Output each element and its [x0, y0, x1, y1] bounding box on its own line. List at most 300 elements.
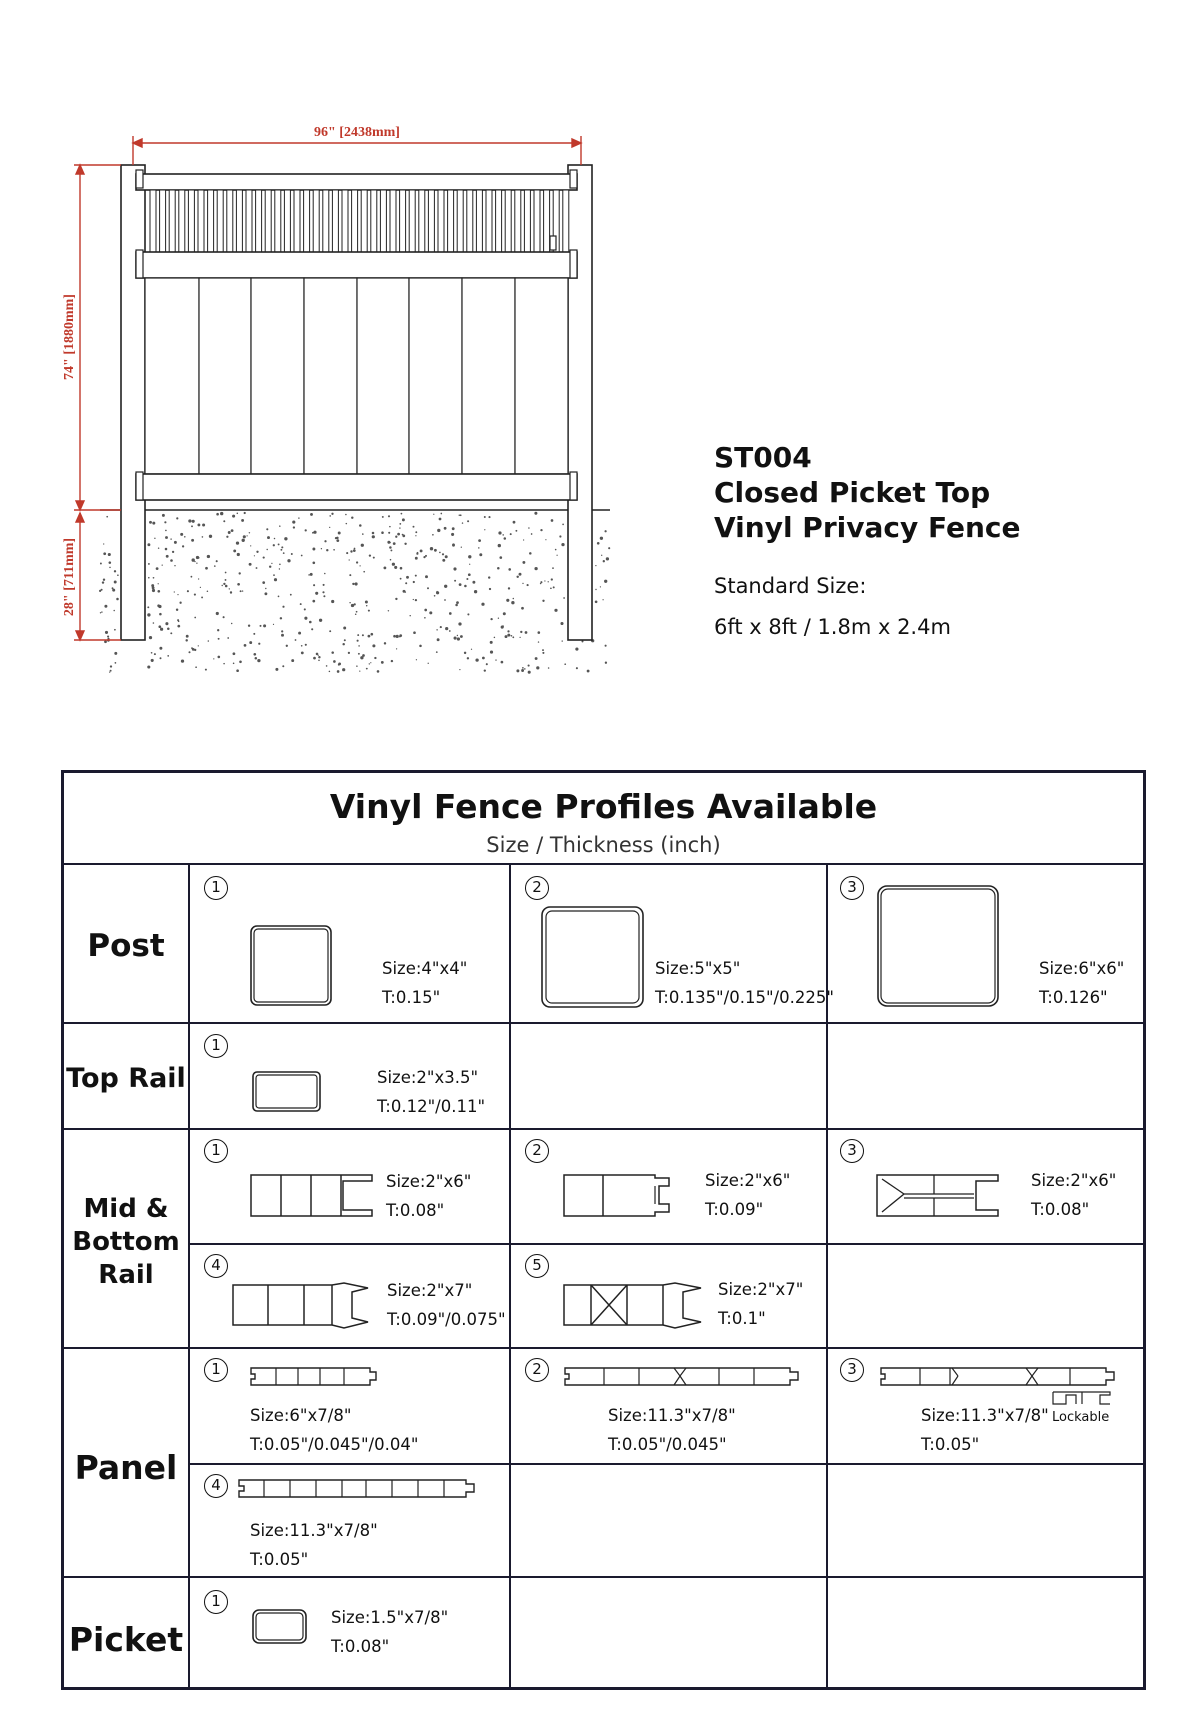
gravel-dot: [304, 608, 306, 610]
gravel-dot: [109, 561, 112, 564]
panel-board: [515, 278, 568, 474]
gravel-dot: [159, 647, 162, 650]
gravel-dot: [466, 578, 468, 580]
gravel-dot: [403, 590, 406, 593]
gravel-dot: [460, 514, 462, 516]
gravel-dot: [223, 616, 225, 618]
gravel-dot: [191, 539, 194, 542]
gravel-dot: [562, 524, 564, 526]
gravel-dot: [595, 565, 596, 566]
gravel-dot: [223, 663, 225, 665]
gravel-dot: [290, 594, 292, 596]
gravel-dot: [600, 586, 601, 587]
gravel-dot: [507, 634, 510, 637]
gravel-dot: [393, 542, 396, 545]
gravel-dot: [331, 513, 333, 515]
gravel-dot: [263, 557, 265, 559]
gravel-dot: [359, 565, 360, 566]
gravel-dot: [281, 630, 283, 632]
gravel-dot: [256, 551, 258, 553]
gravel-dot: [233, 663, 235, 665]
gravel-dot: [200, 587, 201, 588]
gravel-dot: [400, 578, 402, 580]
gravel-dot: [415, 599, 417, 601]
gravel-dot: [295, 639, 297, 641]
gravel-dot: [355, 582, 358, 585]
panel-board: [304, 278, 357, 474]
gravel-dot: [187, 590, 189, 592]
gravel-dot: [405, 582, 407, 584]
gravel-dot: [368, 610, 370, 612]
gravel-dot: [148, 563, 150, 565]
gravel-dot: [472, 581, 475, 584]
gravel-dot: [501, 626, 504, 629]
gravel-dot: [542, 600, 544, 602]
gravel-dot: [228, 531, 231, 534]
gravel-dot: [439, 552, 441, 554]
gravel-dot: [515, 530, 517, 532]
gravel-dot: [202, 536, 204, 538]
gravel-dot: [534, 512, 537, 515]
spec-thickness: T:0.1": [718, 1309, 766, 1328]
grid-divider: [188, 1243, 1143, 1245]
gravel-dot: [467, 657, 469, 659]
gravel-dot: [185, 639, 187, 641]
gravel-dot: [388, 610, 389, 611]
gravel-dot: [246, 535, 247, 536]
gravel-dot: [415, 557, 418, 560]
gravel-dot: [522, 667, 524, 669]
gravel-dot: [528, 527, 530, 529]
picket: [486, 190, 492, 252]
gravel-dot: [258, 643, 260, 645]
gravel-dot: [564, 663, 566, 665]
mid-rail: [136, 252, 577, 278]
gravel-dot: [115, 662, 117, 664]
gravel-dot: [445, 555, 448, 558]
gravel-dot: [356, 665, 358, 667]
picket: [256, 190, 262, 252]
gravel-dot: [214, 565, 216, 567]
gravel-dot: [444, 599, 446, 601]
grid-divider: [64, 1128, 1143, 1130]
gravel-dot: [381, 661, 384, 664]
gravel-dot: [109, 671, 110, 672]
gravel-dot: [176, 517, 178, 519]
gravel-dot: [468, 573, 471, 576]
spec-thickness: T:0.05"/0.045"/0.04": [250, 1435, 419, 1454]
gravel-dot: [147, 665, 150, 668]
spec-size: Size:2"x3.5": [377, 1068, 479, 1087]
gravel-dot: [497, 567, 500, 570]
spec-thickness: T:0.126": [1039, 988, 1108, 1007]
gravel-dot: [217, 656, 220, 659]
gravel-dot: [226, 536, 228, 538]
gravel-dot: [404, 543, 406, 545]
picket: [160, 190, 166, 252]
gravel-dot: [160, 657, 162, 659]
gravel-dot: [202, 523, 205, 526]
gravel-dot: [283, 552, 285, 554]
gravel-dot: [176, 609, 178, 611]
panel-profile-3-icon: [880, 1366, 1120, 1388]
gravel-dot: [519, 573, 522, 576]
gravel-dot: [548, 581, 549, 582]
gravel-dot: [304, 617, 307, 620]
gravel-dot: [345, 514, 347, 516]
gravel-dot: [310, 513, 313, 516]
spec-text: [331, 1603, 448, 1661]
gravel-dot: [484, 669, 486, 671]
gravel-dot: [462, 522, 463, 523]
gravel-dot: [575, 648, 578, 651]
grid-divider: [188, 1463, 1143, 1465]
gravel-dot: [452, 527, 455, 530]
gravel-dot: [292, 521, 295, 524]
gravel-dot: [313, 584, 315, 586]
gravel-dot: [459, 583, 462, 586]
gravel-dot: [523, 539, 524, 540]
gravel-dot: [147, 543, 150, 546]
picket: [534, 190, 540, 252]
gravel-dot: [486, 663, 488, 665]
gravel-dot: [273, 544, 275, 546]
gravel-dot: [451, 533, 454, 536]
gravel-dot: [362, 634, 364, 636]
gravel-dot: [399, 636, 401, 638]
gravel-dot: [177, 594, 178, 595]
panel-board: [409, 278, 462, 474]
gravel-dot: [363, 571, 365, 573]
gravel-dot: [326, 665, 328, 667]
picket: [246, 190, 252, 252]
gravel-dot: [329, 630, 331, 632]
panel-profile-2-icon: [564, 1366, 804, 1388]
gravel-dot: [464, 585, 467, 588]
gravel-dot: [101, 589, 103, 591]
item-number: 4: [204, 1474, 228, 1498]
gravel-dot: [383, 566, 386, 569]
picket: [467, 190, 473, 252]
gravel-dot: [248, 625, 250, 627]
gravel-dot: [300, 603, 302, 605]
gravel-dot: [333, 549, 335, 551]
picket: [438, 190, 444, 252]
gravel-dot: [522, 561, 525, 564]
gravel-dot: [223, 583, 225, 585]
gravel-dot: [399, 523, 401, 525]
gravel-dot: [318, 655, 319, 656]
gravel-dot: [409, 615, 410, 616]
gravel-dot: [395, 598, 397, 600]
gravel-dot: [331, 651, 334, 654]
standard-size-value: 6ft x 8ft / 1.8m x 2.4m: [714, 615, 951, 639]
gravel-dot: [606, 557, 609, 560]
gravel-dot: [158, 583, 159, 584]
gravel-dot: [528, 665, 530, 667]
gravel-dot: [329, 671, 331, 673]
gravel-dot: [392, 563, 395, 566]
gravel-dot: [506, 599, 509, 602]
picket: [294, 190, 300, 252]
gravel-dot: [555, 549, 557, 551]
item-number: 2: [525, 1358, 549, 1382]
picket: [179, 190, 185, 252]
gravel-dot: [354, 548, 356, 550]
picket: [380, 190, 386, 252]
gravel-dot: [424, 609, 427, 612]
gravel-dot: [439, 518, 442, 521]
spec-thickness: T:0.05"/0.045": [608, 1435, 727, 1454]
gravel-dot: [402, 534, 404, 536]
gravel-dot: [324, 540, 326, 542]
gravel-dot: [249, 563, 252, 566]
panel-board: [462, 278, 515, 474]
gravel-dot: [456, 601, 459, 604]
gravel-dot: [266, 528, 268, 530]
gravel-dot: [312, 561, 315, 564]
gravel-dot: [377, 670, 380, 673]
gravel-dot: [440, 626, 442, 628]
gravel-dot: [279, 564, 281, 566]
gravel-dot: [350, 550, 352, 552]
gravel-dot: [225, 585, 228, 588]
gravel-dot: [397, 533, 400, 536]
gravel-dot: [298, 517, 299, 518]
gravel-dot: [253, 653, 256, 656]
gravel-dot: [236, 669, 239, 672]
gravel-dot: [424, 617, 426, 619]
gravel-dot: [369, 554, 371, 556]
gravel-dot: [521, 607, 524, 610]
gravel-dot: [368, 635, 371, 638]
gravel-dot: [488, 576, 490, 578]
spec-text: [386, 1167, 471, 1225]
gravel-dot: [114, 652, 117, 655]
picket: [524, 190, 530, 252]
gravel-dot: [516, 669, 519, 672]
lockable-note: Lockable: [1052, 1410, 1110, 1425]
gravel-dot: [205, 567, 208, 570]
panel-profile-1-icon: [250, 1366, 380, 1388]
gravel-dot: [241, 519, 244, 522]
gravel-dot: [273, 624, 274, 625]
gravel-dot: [101, 611, 102, 612]
gravel-dot: [273, 574, 275, 576]
gravel-dot: [605, 662, 607, 664]
gravel-dot: [468, 555, 471, 558]
gravel-dot: [595, 589, 596, 590]
gravel-dot: [453, 567, 456, 570]
panel-board: [357, 278, 409, 474]
gravel-dot: [165, 530, 167, 532]
picket: [352, 190, 358, 252]
gravel-dot: [232, 515, 235, 518]
gravel-dot: [513, 521, 516, 524]
gravel-dot: [220, 512, 223, 515]
gravel-dot: [372, 535, 375, 538]
picket: [563, 190, 569, 252]
gravel-dot: [442, 559, 445, 562]
gravel-dot: [464, 652, 466, 654]
gravel-dot: [110, 665, 112, 667]
gravel-dot: [436, 591, 437, 592]
depth-dimension-label: 28" [711mm]: [62, 537, 77, 617]
gravel-dot: [233, 549, 236, 552]
product-name-line1: Closed Picket Top: [714, 476, 991, 509]
gravel-dot: [231, 529, 234, 532]
gravel-dot: [103, 579, 105, 581]
gravel-dot: [458, 622, 461, 625]
gravel-dot: [457, 635, 458, 636]
gravel-dot: [489, 588, 491, 590]
gravel-dot: [452, 543, 455, 546]
spec-size: Size:11.3"x7/8": [250, 1521, 378, 1540]
gravel-dot: [165, 548, 168, 551]
gravel-dot: [281, 546, 283, 548]
gravel-dot: [400, 567, 403, 570]
gravel-dot: [291, 659, 294, 662]
gravel-dot: [222, 585, 223, 586]
mid-rail-profile-1-icon: [250, 1174, 375, 1218]
gravel-dot: [256, 567, 258, 569]
gravel-dot: [370, 633, 373, 636]
gravel-dot: [331, 600, 334, 603]
gravel-dot: [556, 555, 557, 556]
gravel-dot: [545, 539, 546, 540]
gravel-dot: [281, 634, 284, 637]
panel-board: [251, 278, 304, 474]
gravel-dot: [236, 541, 239, 544]
gravel-dot: [160, 628, 163, 631]
gravel-dot: [167, 655, 169, 657]
bottom-rail: [136, 474, 577, 500]
gravel-dot: [576, 667, 578, 669]
gravel-dot: [478, 539, 481, 542]
gravel-dot: [510, 533, 512, 535]
gravel-dot: [544, 580, 545, 581]
item-number: 5: [525, 1254, 549, 1278]
gravel-dot: [436, 651, 438, 653]
gravel-dot: [449, 612, 452, 615]
spec-thickness: T:0.12"/0.11": [377, 1097, 486, 1116]
picket: [304, 190, 310, 252]
gravel-dot: [242, 539, 245, 542]
picket: [275, 190, 281, 252]
gravel-dot: [479, 553, 482, 556]
row-label-panel: Panel: [74, 1448, 178, 1487]
gravel-dot: [318, 660, 320, 662]
gravel-dot: [336, 537, 339, 540]
gravel-dot: [459, 669, 460, 670]
gravel-dot: [301, 555, 303, 557]
gravel-dot: [425, 575, 428, 578]
gravel-dot: [195, 666, 197, 668]
gravel-dot: [484, 529, 485, 530]
gravel-dot: [498, 531, 501, 534]
panel-profile-4-icon: [238, 1478, 478, 1500]
gravel-dot: [253, 633, 255, 635]
gravel-dot: [362, 533, 364, 535]
gravel-dot: [181, 659, 184, 662]
grid-divider: [188, 865, 190, 1687]
gravel-dot: [170, 538, 171, 539]
gravel-dot: [356, 561, 358, 563]
gravel-dot: [315, 592, 318, 595]
gravel-dot: [191, 576, 193, 578]
gravel-dot: [475, 658, 478, 661]
gravel-dot: [503, 612, 506, 615]
picket: [476, 190, 482, 252]
gravel-dot: [102, 581, 104, 583]
gravel-dot: [521, 669, 524, 672]
gravel-dot: [528, 671, 531, 674]
gravel-dot: [415, 575, 417, 577]
gravel-dot: [197, 523, 200, 526]
gravel-dot: [149, 636, 152, 639]
mid-rail-profile-5-icon: [563, 1282, 705, 1330]
gravel-dot: [191, 525, 193, 527]
gravel-dot: [208, 640, 210, 642]
gravel-dot: [524, 668, 526, 670]
gravel-dot: [216, 513, 219, 516]
gravel-dot: [432, 534, 434, 536]
gravel-dot: [310, 573, 313, 576]
gravel-dot: [170, 632, 172, 634]
gravel-dot: [359, 670, 360, 671]
gravel-dot: [508, 568, 511, 571]
gravel-dot: [174, 591, 175, 592]
gravel-dot: [525, 631, 528, 634]
gravel-dot: [413, 526, 415, 528]
gravel-dot: [104, 640, 107, 643]
gravel-dot: [527, 584, 529, 586]
spec-size: Size:4"x4": [382, 959, 468, 978]
picket: [419, 190, 425, 252]
gravel-dot: [601, 555, 602, 556]
spec-text: [387, 1276, 506, 1334]
gravel-dot: [275, 668, 278, 671]
picket: [332, 190, 338, 252]
gravel-dot: [540, 581, 542, 583]
gravel-dot: [112, 589, 115, 592]
item-number: 2: [525, 1139, 549, 1163]
spec-text: [608, 1401, 736, 1459]
gravel-dot: [223, 520, 225, 522]
row-label-line: Rail: [98, 1260, 154, 1290]
gravel-dot: [313, 657, 316, 660]
privacy-panels: [145, 278, 568, 474]
spec-size: Size:6"x7/8": [250, 1406, 352, 1425]
gravel-dot: [280, 549, 282, 551]
spec-thickness: T:0.08": [386, 1201, 445, 1220]
gravel-dot: [498, 544, 501, 547]
picket: [505, 190, 511, 252]
grid-divider: [509, 865, 511, 1687]
gravel-dot: [391, 660, 393, 662]
gravel-dot: [471, 649, 472, 650]
item-number: 3: [840, 1358, 864, 1382]
gravel-dot: [428, 663, 429, 664]
gravel-dot: [249, 641, 252, 644]
gravel-dot: [324, 573, 326, 575]
gravel-dot: [152, 589, 155, 592]
gravel-dot: [542, 652, 544, 654]
gravel-dot: [603, 560, 605, 562]
gravel-dot: [513, 598, 515, 600]
gravel-dot: [153, 577, 155, 579]
right-post: [568, 165, 592, 640]
